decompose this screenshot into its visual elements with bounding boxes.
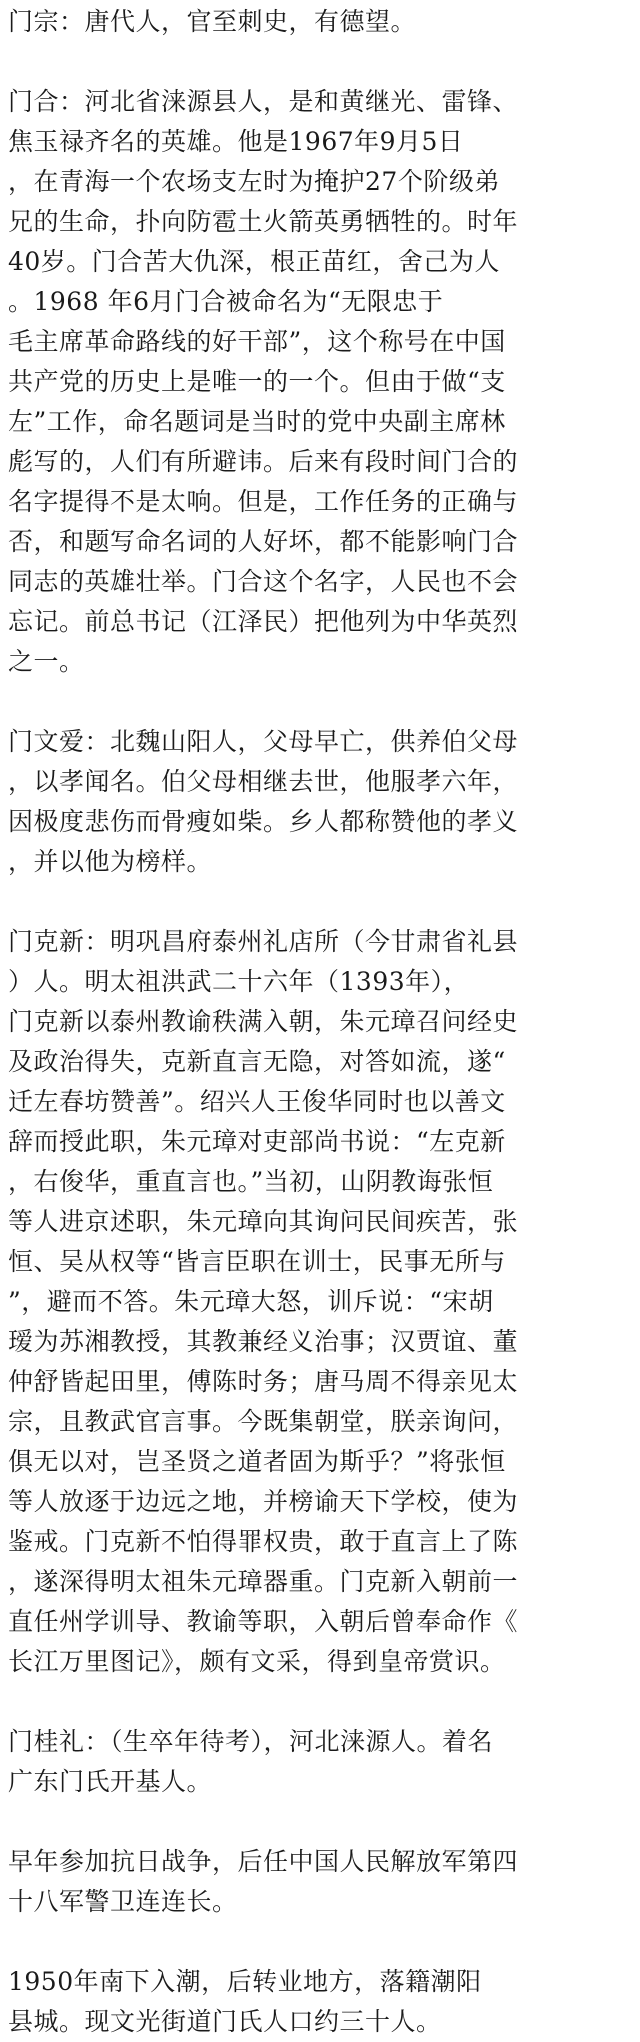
text-line: 直任州学训导、教谕等职，入朝后曾奉命作《 [8,1607,519,1636]
text-line: 早年参加抗日战争，后任中国人民解放军第四 [8,1847,519,1876]
text-line: 因极度悲伤而骨瘦如柴。乡人都称赞他的孝义 [8,807,519,836]
text-line: 迁左春坊赞善”。绍兴人王俊华同时也以善文 [8,1087,506,1116]
paragraph-gap [8,1922,640,1962]
text-line: 俱无以对，岂圣贤之道者固为斯乎？”将张恒 [8,1447,506,1476]
text-line: 门宗：唐代人，官至刺史，有德望。 [8,7,417,36]
para-chaozhou [8,1962,640,2042]
text-line: ，并以他为榜样。 [8,847,213,876]
text-line: 辞而授此职，朱元璋对吏部尚书说：“左克新 [8,1127,506,1156]
text-line: 等人放逐于边远之地，并榜谕天下学校，使为 [8,1487,519,1516]
text-line: ，以孝闻名。伯父母相继去世，他服孝六年， [8,767,519,796]
text-line: 1950年南下入潮，后转业地方，落籍潮阳 [8,1967,482,1996]
paragraph-gap [8,42,640,82]
text-line: 仲舒皆起田里，傅陈时务；唐马周不得亲见太 [8,1367,519,1396]
text-line: 40岁。门合苦大仇深，根正苗红，舍己为人 [8,247,500,276]
paragraph-gap [8,882,640,922]
text-line: 共产党的历史上是唯一的一个。但由于做“支 [8,367,506,396]
text-line: 彪写的，人们有所避讳。后来有段时间门合的 [8,447,519,476]
text-line: 恒、吴从权等“皆言臣职在训士，民事无所与 [8,1247,506,1276]
text-line: 之一。 [8,647,85,676]
text-line: 门克新以泰州教谕秩满入朝，朱元璋召问经史 [8,1007,519,1036]
text-line: 及政治得失，克新直言无隐，对答如流，遂“ [8,1047,506,1076]
paragraph-gap [8,682,640,722]
text-line: ”，避而不答。朱元璋大怒，训斥说：“宋胡 [8,1287,494,1316]
text-line: ，在青海一个农场支左时为掩护27个阶级弟 [8,167,500,196]
paragraph-gap [8,1802,640,1842]
text-line: 毛主席革命路线的好干部”，这个称号在中国 [8,327,506,356]
para-menguili [8,1722,640,1802]
text-line: 等人进京述职，朱元璋向其询问民间疾苦，张 [8,1207,519,1236]
text-line: 否，和题写命名词的人好坏，都不能影响门合 [8,527,519,556]
text-line: 广东门氏开基人。 [8,1767,213,1796]
text-line: 名字提得不是太响。但是，工作任务的正确与 [8,487,519,516]
text-line: 长江万里图记》，颇有文采，得到皇帝赏识。 [8,1647,506,1676]
text-line: 门合：河北省涞源县人，是和黄继光、雷锋、 [8,87,519,116]
text-line: 左”工作，命名题词是当时的党中央副主席林 [8,407,506,436]
text-line: 门克新：明巩昌府泰州礼店所（今甘肃省礼县 [8,927,519,956]
text-line: 宗，且教武官言事。今既集朝堂，朕亲询问， [8,1407,519,1436]
paragraph-gap [8,1682,640,1722]
para-menhe [8,82,640,682]
text-line: 兄的生命，扑向防雹土火箭英勇牺牲的。时年 [8,207,519,236]
text-line: 瑷为苏湘教授，其教兼经义治事；汉贾谊、董 [8,1327,519,1356]
text-line: 忘记。前总书记（江泽民）把他列为中华英烈 [8,607,519,636]
para-menkexin [8,922,640,1682]
text-line: ，右俊华，重直言也。”当初，山阴教诲张恒 [8,1167,494,1196]
text-line: ）人。明太祖洪武二十六年（1393年）， [8,967,470,996]
para-army [8,1842,640,1922]
para-menwenai [8,722,640,882]
text-line: 门文爱：北魏山阳人，父母早亡，供养伯父母 [8,727,519,756]
text-line: 县城。现文光街道门氏人口约三十人。 [8,2007,442,2036]
text-line: ，遂深得明太祖朱元璋器重。门克新入朝前一 [8,1567,519,1596]
text-line: 门桂礼：（生卒年待考），河北涞源人。着名 [8,1727,494,1756]
text-line: 鉴戒。门克新不怕得罪权贵，敢于直言上了陈 [8,1527,519,1556]
text-line: 同志的英雄壮举。门合这个名字，人民也不会 [8,567,519,596]
text-line: 。1968 年6月门合被命名为“无限忠于 [8,287,444,316]
text-line: 十八军警卫连连长。 [8,1887,238,1916]
para-menzong [8,2,640,42]
text-line: 焦玉禄齐名的英雄。他是1967年9月5日 [8,127,464,156]
